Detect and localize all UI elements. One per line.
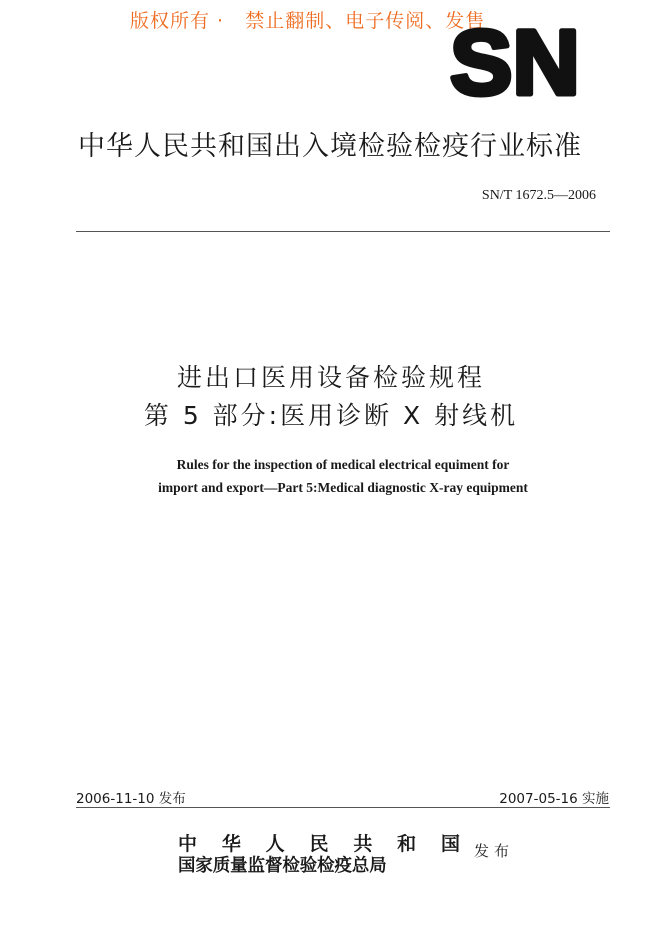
title-chinese-line1: 进出口医用设备检验规程 — [176, 363, 485, 392]
issue-date: 2006-11-10 发布 — [76, 791, 186, 807]
standard-number: SN/T 1672.5—2006 — [481, 188, 596, 203]
sn-logo — [448, 24, 582, 100]
footer-divider — [76, 807, 610, 808]
sn-logo-graphic — [448, 24, 582, 100]
title-english-line1: Rules for the inspection of medical electrical equiment for — [176, 457, 510, 472]
implementation-date: 2007-05-16 实施 — [499, 791, 609, 807]
issuer-action: 发布 — [474, 842, 515, 860]
sn-logo-text: SN — [450, 24, 580, 100]
issuer-name-line2: 国家质量监督检验检疫总局 — [178, 856, 387, 876]
copyright-notice: 版权所有 · 禁止翻制、电子传阅、发售 — [130, 10, 486, 32]
issuer-name-line1: 中华人民共和国 — [178, 833, 460, 855]
header-divider — [76, 231, 610, 232]
title-english-line2: import and export—Part 5:Medical diagnostic X-ray equipment — [158, 480, 528, 495]
title-chinese-line2: 第 5 部分:医用诊断 X 射线机 — [143, 401, 519, 430]
standard-category: 中华人民共和国出入境检验检疫行业标准 — [78, 131, 582, 162]
